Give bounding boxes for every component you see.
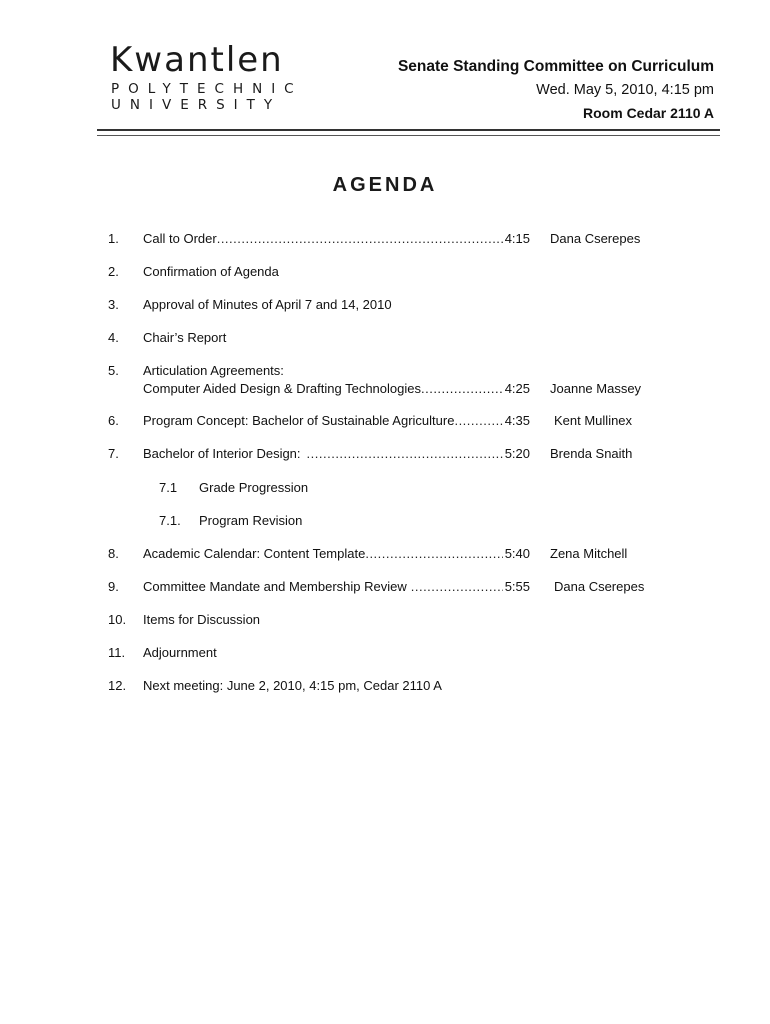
agenda-item xyxy=(0,230,770,248)
item-label: Academic Calendar: Content Template xyxy=(143,546,366,561)
item-presenter: Dana Cserepes xyxy=(554,579,645,594)
logo-wordmark: Kwantlen xyxy=(110,40,284,80)
item-number: 8. xyxy=(108,546,119,561)
agenda-item xyxy=(0,263,770,281)
subitem-number: 7.1 xyxy=(159,480,178,495)
agenda-item xyxy=(0,296,770,314)
committee-name: Senate Standing Committee on Curriculum xyxy=(397,58,714,75)
item-label: Approval of Minutes of April 7 and 14, 2010 xyxy=(143,297,392,312)
item-label-row xyxy=(143,545,530,563)
page-title: AGENDA xyxy=(332,174,438,196)
logo-line-polytechnic: POLYTECHNIC xyxy=(111,81,303,97)
item-time: 5:40 xyxy=(504,546,530,561)
item-time: 4:25 xyxy=(504,381,530,396)
item-time: 4:35 xyxy=(504,413,530,428)
item-time: 4:15 xyxy=(504,231,530,246)
dot-leader xyxy=(217,230,503,248)
agenda-item xyxy=(0,677,770,695)
item-sublabel: Computer Aided Design & Drafting Technologies xyxy=(143,381,421,396)
dot-leader xyxy=(454,412,502,430)
item-number: 2. xyxy=(108,264,119,279)
item-number: 1. xyxy=(108,231,119,246)
item-label-row xyxy=(143,578,530,596)
item-number: 6. xyxy=(108,413,119,428)
agenda-item xyxy=(0,545,770,563)
item-number: 3. xyxy=(108,297,119,312)
agenda-item xyxy=(0,578,770,596)
dot-leader xyxy=(365,545,502,563)
item-presenter: Kent Mullinex xyxy=(554,413,633,428)
meeting-room: Room Cedar 2110 A xyxy=(583,105,714,121)
item-label: Adjournment xyxy=(143,645,217,660)
item-presenter: Dana Cserepes xyxy=(550,231,641,246)
item-number: 10. xyxy=(108,612,127,627)
item-number: 11. xyxy=(108,645,126,660)
item-number: 4. xyxy=(108,330,119,345)
item-label-row xyxy=(143,445,530,463)
item-label: Committee Mandate and Membership Review xyxy=(143,579,407,594)
item-number: 9. xyxy=(108,579,119,594)
agenda-item xyxy=(0,329,770,347)
subitem-number: 7.1. xyxy=(159,513,181,528)
item-label: Program Concept: Bachelor of Sustainable Agriculture xyxy=(143,413,455,428)
item-label: Articulation Agreements: xyxy=(143,363,284,378)
dot-leader xyxy=(421,380,503,398)
subitem-label: Program Revision xyxy=(199,513,303,528)
agenda-item xyxy=(0,611,770,629)
item-time: 5:55 xyxy=(504,579,530,594)
agenda-subitem xyxy=(0,512,770,530)
dot-leader xyxy=(411,578,503,596)
item-label: Chair’s Report xyxy=(143,330,227,345)
item-label: Bachelor of Interior Design: xyxy=(143,446,301,461)
agenda-item xyxy=(0,362,770,396)
item-time: 5:20 xyxy=(504,446,530,461)
item-label-row xyxy=(143,230,530,248)
agenda-subitem xyxy=(0,479,770,497)
agenda-item xyxy=(0,644,770,662)
item-number: 12. xyxy=(108,678,127,693)
item-sublabel-row xyxy=(143,380,530,398)
item-presenter: Zena Mitchell xyxy=(550,546,628,561)
item-label: Call to Order xyxy=(143,231,217,246)
agenda-item xyxy=(0,445,770,463)
item-number: 5. xyxy=(108,363,119,378)
logo-line-university: UNIVERSITY xyxy=(111,97,282,113)
item-number: 7. xyxy=(108,446,119,461)
item-label-row xyxy=(143,412,530,430)
item-label: Next meeting: June 2, 2010, 4:15 pm, Cedar 2110 A xyxy=(143,678,442,693)
dot-leader xyxy=(307,445,503,463)
item-presenter: Brenda Snaith xyxy=(550,446,633,461)
subitem-label: Grade Progression xyxy=(199,480,309,495)
meeting-date: Wed. May 5, 2010, 4:15 pm xyxy=(536,82,714,98)
item-label: Items for Discussion xyxy=(143,612,261,627)
item-presenter: Joanne Massey xyxy=(550,381,642,396)
agenda-item xyxy=(0,412,770,430)
item-label: Confirmation of Agenda xyxy=(143,264,279,279)
